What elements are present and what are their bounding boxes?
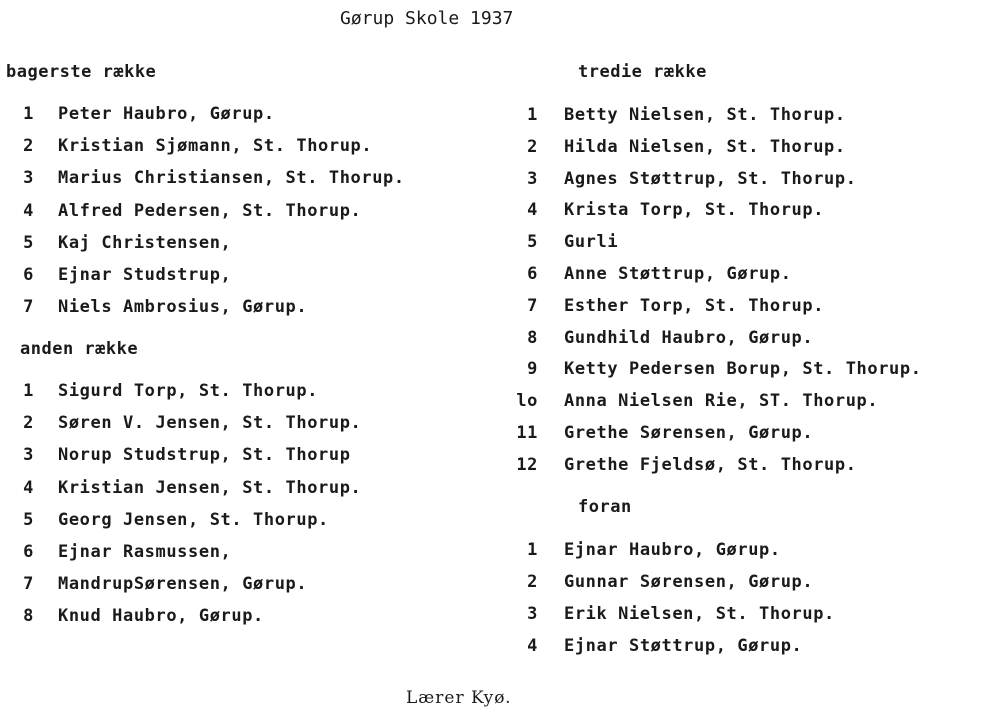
item-name: Gundhild Haubro, Gørup. <box>564 327 814 348</box>
item-number: 5 <box>527 232 538 253</box>
item-name: Kristian Jensen, St. Thorup. <box>58 477 362 498</box>
item-number: 4 <box>527 200 538 221</box>
item-number: 1 <box>23 104 34 124</box>
item-name: Betty Nielsen, St. Thorup. <box>564 105 846 125</box>
item-name: Gurli <box>564 232 619 253</box>
item-number: 1 <box>527 540 538 560</box>
section-heading-foran: foran <box>578 497 632 517</box>
section-heading-anden: anden række <box>20 339 139 359</box>
item-number: lo <box>516 391 538 412</box>
item-number: 1 <box>527 105 538 125</box>
item-name: Georg Jensen, St. Thorup. <box>58 509 329 530</box>
item-name: Gunnar Sørensen, Gørup. <box>564 572 814 592</box>
section-heading-bagerste: bagerste række <box>6 62 157 82</box>
item-number: 1 <box>23 381 34 401</box>
item-number: 6 <box>23 542 34 562</box>
item-name: Ejnar Haubro, Gørup. <box>564 540 781 560</box>
teacher-signature-line: Lærer Kyø. <box>406 688 512 708</box>
item-number: 3 <box>23 168 34 189</box>
item-name: Anne Støttrup, Gørup. <box>564 264 792 284</box>
item-number: 11 <box>516 423 538 443</box>
item-name: Krista Torp, St. Thorup. <box>564 200 825 221</box>
section-heading-tredie: tredie række <box>578 62 707 82</box>
item-number: 3 <box>527 604 538 624</box>
item-number: 7 <box>527 295 538 316</box>
item-number: 12 <box>516 454 538 475</box>
item-name: Grethe Sørensen, Gørup. <box>564 423 814 443</box>
item-number: 2 <box>23 413 34 434</box>
item-name: Anna Nielsen Rie, ST. Thorup. <box>564 391 879 412</box>
item-name: Norup Studstrup, St. Thorup <box>58 445 351 466</box>
page-title: Gørup Skole 1937 <box>340 8 514 29</box>
item-number: 3 <box>527 168 538 189</box>
item-name: Kristian Sjømann, St. Thorup. <box>58 136 373 157</box>
item-number: 2 <box>527 136 538 157</box>
item-number: 9 <box>527 359 538 380</box>
item-name: MandrupSørensen, Gørup. <box>58 574 308 595</box>
item-name: Alfred Pedersen, St. Thorup. <box>58 200 362 221</box>
item-number: 6 <box>527 264 538 284</box>
item-number: 5 <box>23 232 34 253</box>
item-name: Hilda Nielsen, St. Thorup. <box>564 136 846 157</box>
item-name: Knud Haubro, Gørup. <box>58 606 264 627</box>
item-name: Esther Torp, St. Thorup. <box>564 295 825 316</box>
item-name: Agnes Støttrup, St. Thorup. <box>564 168 857 189</box>
item-number: 4 <box>23 477 34 498</box>
item-name: Peter Haubro, Gørup. <box>58 104 275 124</box>
item-number: 3 <box>23 445 34 466</box>
item-name: Erik Nielsen, St. Thorup. <box>564 604 835 624</box>
item-number: 2 <box>23 136 34 157</box>
item-name: Ejnar Studstrup, <box>58 265 232 285</box>
item-name: Kaj Christensen, <box>58 232 232 253</box>
item-name: Søren V. Jensen, St. Thorup. <box>58 413 362 434</box>
item-name: Ejnar Rasmussen, <box>58 542 232 562</box>
item-number: 2 <box>527 572 538 592</box>
item-number: 4 <box>23 200 34 221</box>
item-number: 6 <box>23 265 34 285</box>
item-name: Sigurd Torp, St. Thorup. <box>58 381 319 401</box>
item-name: Grethe Fjeldsø, St. Thorup. <box>564 454 857 475</box>
item-number: 8 <box>527 327 538 348</box>
item-number: 7 <box>23 297 34 318</box>
item-number: 4 <box>527 636 538 656</box>
item-number: 8 <box>23 606 34 627</box>
item-name: Marius Christiansen, St. Thorup. <box>58 168 405 189</box>
item-name: Ketty Pedersen Borup, St. Thorup. <box>564 359 922 380</box>
item-name: Niels Ambrosius, Gørup. <box>58 297 308 318</box>
item-name: Ejnar Støttrup, Gørup. <box>564 636 803 656</box>
item-number: 7 <box>23 574 34 595</box>
item-number: 5 <box>23 509 34 530</box>
